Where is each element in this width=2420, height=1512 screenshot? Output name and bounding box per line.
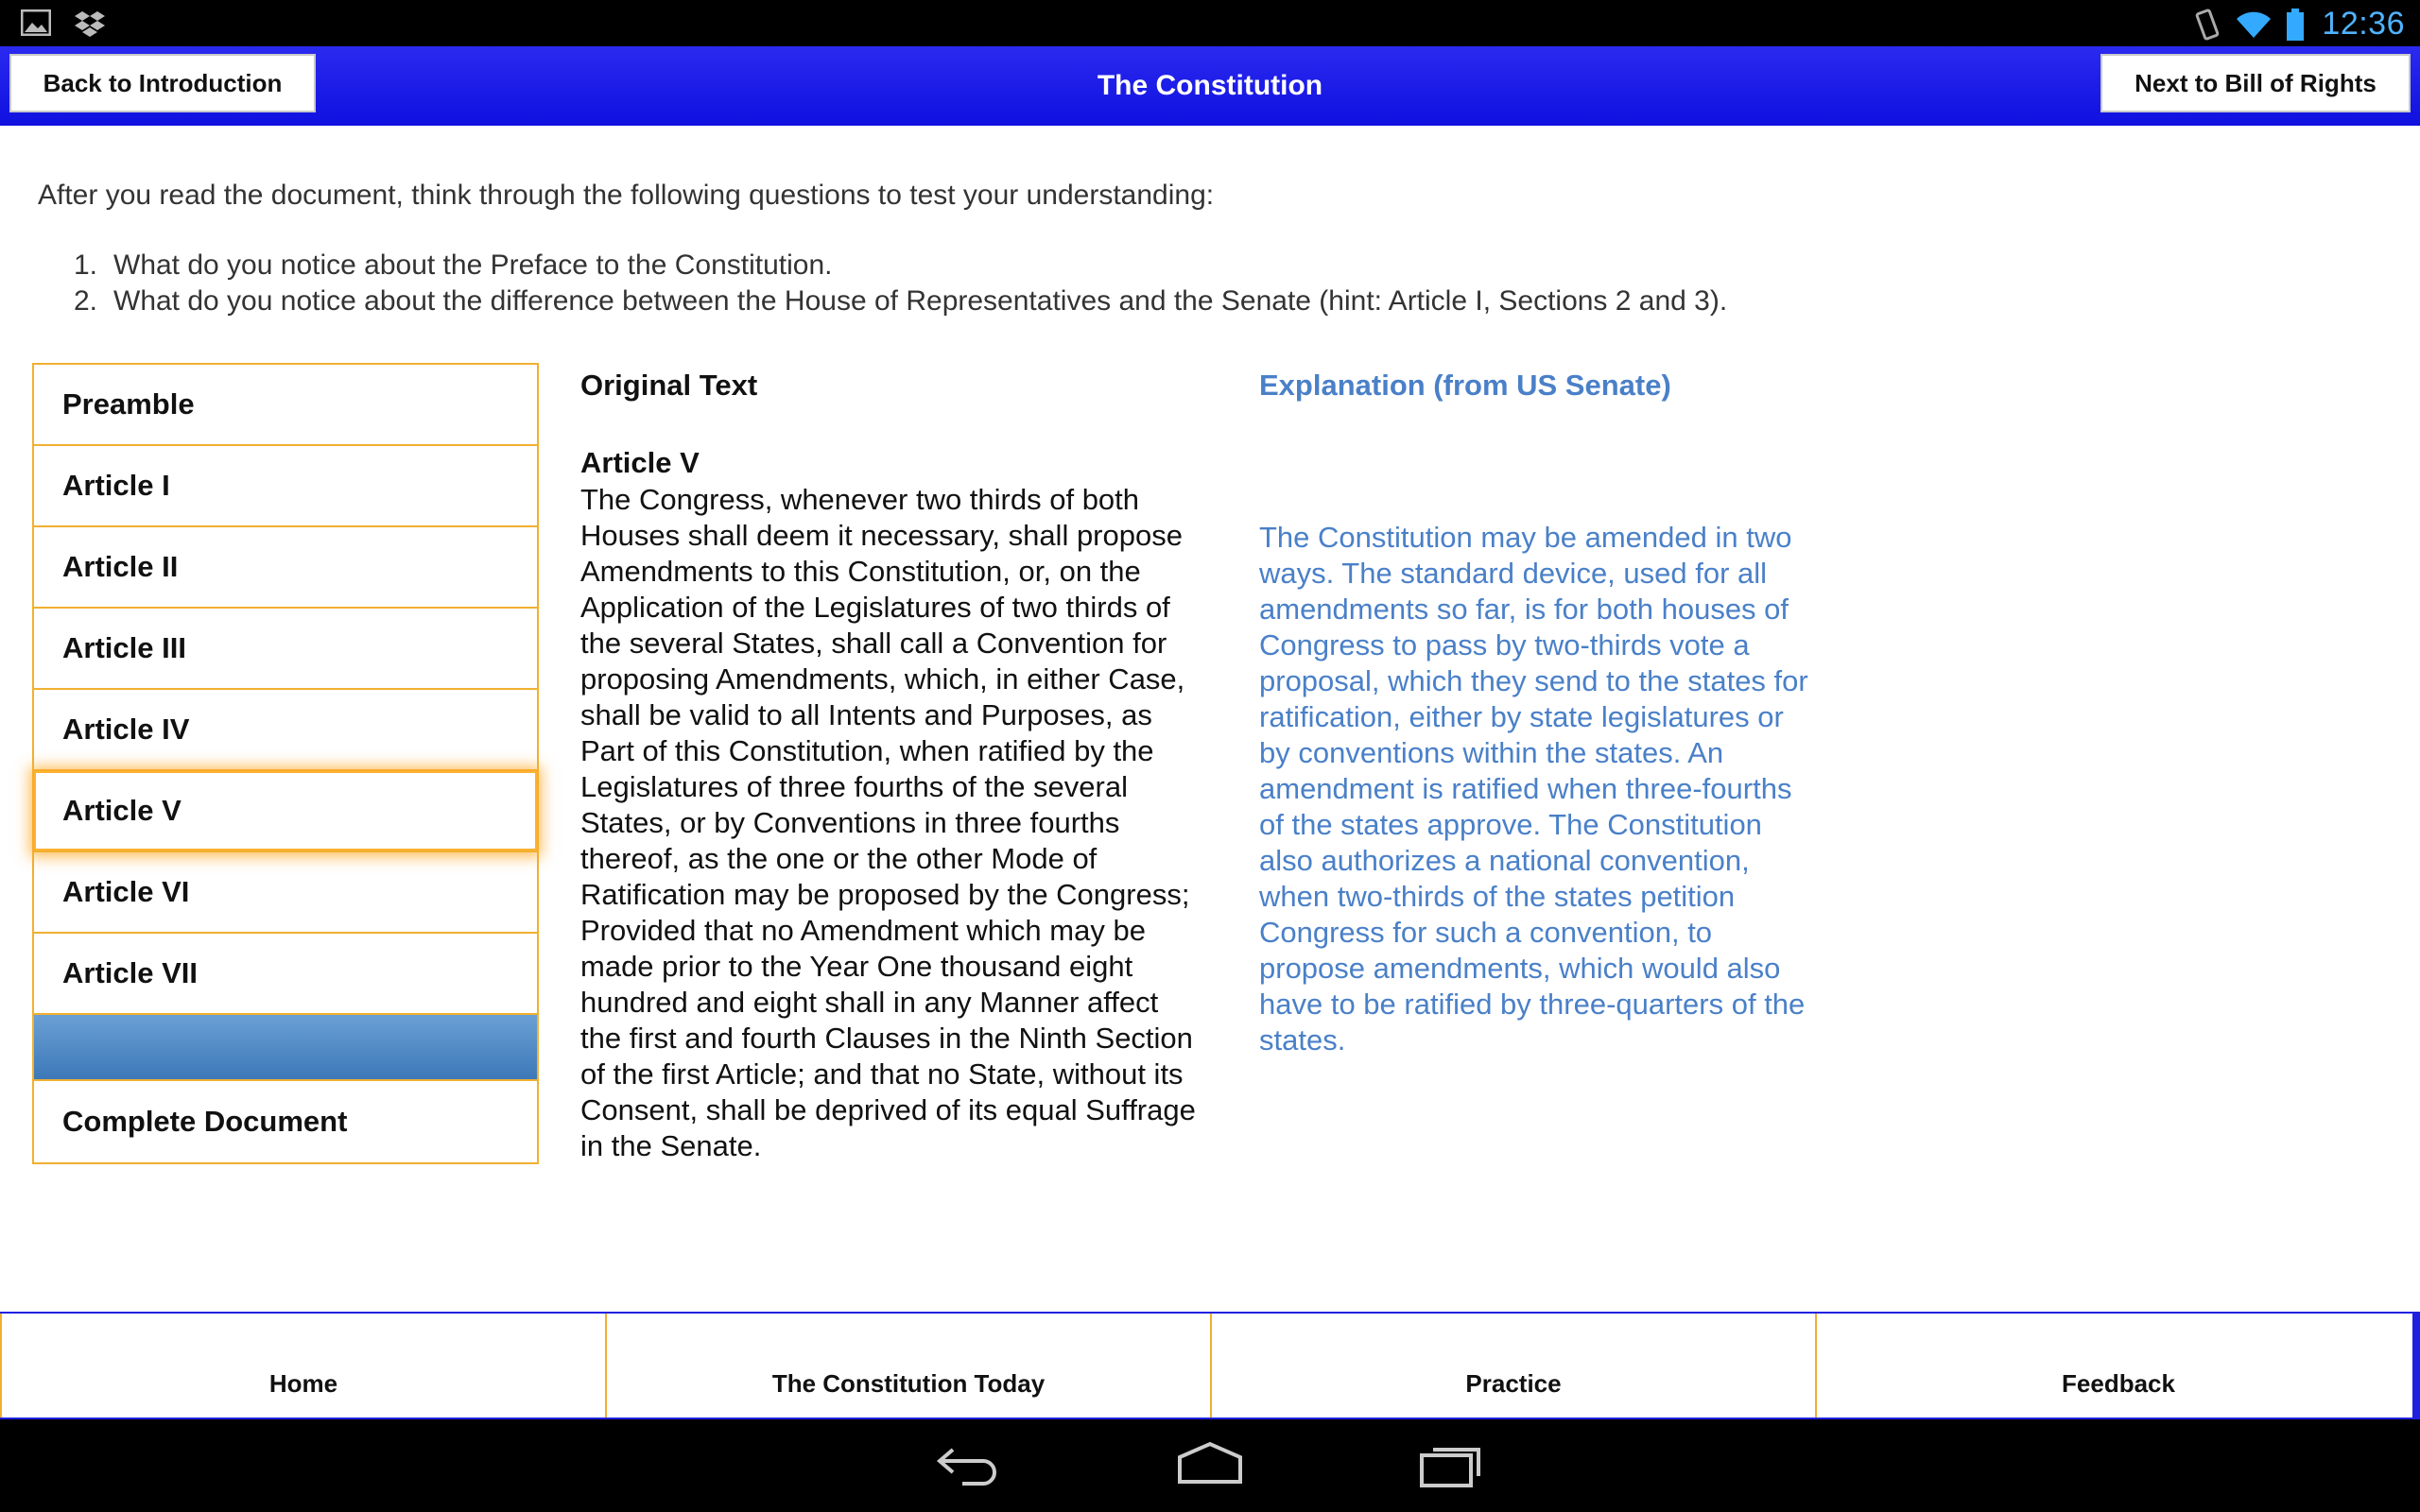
- text-line: have to be ratified by three-quarters of the: [1259, 988, 1806, 1021]
- text-line: proposal, which they send to the states for: [1259, 664, 1808, 697]
- clock: 12:36: [2322, 6, 2405, 42]
- home-nav-icon[interactable]: [1176, 1440, 1244, 1494]
- intro-text: After you read the document, think through the following questions to test your understanding:: [38, 180, 1215, 211]
- original-text-heading: Original Text: [580, 369, 758, 402]
- nav-item-article-6[interactable]: Article VI: [34, 852, 537, 934]
- text-line: thereof, as the one or the other Mode of: [580, 842, 1098, 875]
- question-text: What do you notice about the difference between the House of Representatives and the Senate (hint: Article I, Sections 2 and 3).: [113, 285, 1728, 317]
- explanation-column: [1259, 369, 1845, 1058]
- text-line: The Congress, whenever two thirds of both: [580, 483, 1140, 516]
- tab-practice[interactable]: Practice: [1212, 1314, 1817, 1418]
- text-line: Legislatures of three fourths of the several: [580, 770, 1128, 803]
- nav-item-article-1[interactable]: Article I: [34, 446, 537, 527]
- tab-feedback[interactable]: Feedback: [2062, 1369, 2175, 1398]
- dropbox-icon: [74, 9, 106, 38]
- battery-icon: [2286, 9, 2305, 41]
- question-text: What do you notice about the Preface to the Constitution.: [113, 249, 833, 281]
- gallery-icon: [21, 9, 51, 38]
- app-header: [0, 46, 2420, 126]
- text-line: ratification, either by state legislatures or: [1259, 700, 1784, 733]
- system-nav-bar: [0, 1419, 2420, 1512]
- nav-item-article-7[interactable]: Article VII: [34, 934, 537, 1015]
- tab-home[interactable]: Home: [0, 1314, 607, 1418]
- text-line: Application of the Legislatures of two thirds of: [580, 591, 1170, 624]
- next-to-bill-of-rights-button[interactable]: Next to Bill of Rights: [2100, 54, 2411, 112]
- text-line: by conventions within the states. An: [1259, 736, 1724, 769]
- original-text-body: [580, 482, 1223, 1164]
- text-line: of the first Article; and that no State, without its: [580, 1057, 1184, 1091]
- nav-item-preamble[interactable]: Preamble: [34, 365, 537, 446]
- question-number: 1.: [74, 249, 98, 281]
- text-line: amendments so far, is for both houses of: [1259, 593, 1789, 626]
- text-line: when two-thirds of the states petition: [1259, 880, 1736, 913]
- text-line: proposing Amendments, which, in either Case,: [580, 662, 1185, 696]
- text-line: in the Senate.: [580, 1129, 762, 1162]
- text-line: hundred and eight shall in any Manner affect: [580, 986, 1159, 1019]
- text-line: shall be valid to all Intents and Purposes, as: [580, 698, 1152, 731]
- question-number: 2.: [74, 285, 98, 317]
- text-line: amendment is ratified when three-fourths: [1259, 772, 1792, 805]
- text-line: Congress for such a convention, to: [1259, 916, 1713, 949]
- text-line: the first and fourth Clauses in the Ninth Section: [580, 1022, 1193, 1055]
- recent-apps-nav-icon[interactable]: [1418, 1440, 1486, 1494]
- text-line: states.: [1259, 1023, 1346, 1057]
- question-item: [74, 284, 1727, 319]
- explanation-heading: Explanation (from US Senate): [1259, 369, 1671, 402]
- text-line: Houses shall deem it necessary, shall propose: [580, 519, 1183, 552]
- article-title: Article V: [580, 446, 700, 479]
- text-line: made prior to the Year One thousand eight: [580, 950, 1133, 983]
- text-line: also authorizes a national convention,: [1259, 844, 1750, 877]
- nav-item-article-5[interactable]: Article V: [34, 771, 537, 852]
- question-list: [74, 248, 1727, 319]
- text-line: Consent, shall be deprived of its equal Suffrage: [580, 1093, 1196, 1126]
- status-bar: [0, 0, 2420, 46]
- nav-item-article-4[interactable]: Article IV: [34, 690, 537, 771]
- bottom-tab-bar: [0, 1312, 2420, 1419]
- back-to-introduction-button[interactable]: Back to Introduction: [9, 54, 316, 112]
- page-title: The Constitution: [1097, 70, 1323, 101]
- back-nav-icon[interactable]: [934, 1440, 1002, 1494]
- tab-the-constitution-today[interactable]: The Constitution Today: [607, 1314, 1212, 1418]
- text-line: propose amendments, which would also: [1259, 952, 1781, 985]
- text-line: States, or by Conventions in three fourths: [580, 806, 1120, 839]
- original-text-column: [580, 369, 1223, 1164]
- nav-item-article-3[interactable]: Article III: [34, 609, 537, 690]
- text-line: Ratification may be proposed by the Congress;: [580, 878, 1190, 911]
- nav-item-complete-document[interactable]: Complete Document: [34, 1081, 537, 1162]
- vibrate-icon: [2193, 9, 2221, 41]
- question-item: [74, 248, 1727, 284]
- text-line: the several States, shall call a Convention for: [580, 627, 1167, 660]
- wifi-icon: [2235, 9, 2273, 40]
- text-line: Amendments to this Constitution, or, on the: [580, 555, 1141, 588]
- text-line: Part of this Constitution, when ratified by the: [580, 734, 1154, 767]
- explanation-body: [1259, 520, 1845, 1058]
- text-line: Congress to pass by two-thirds vote a: [1259, 628, 1750, 662]
- nav-item-article-2[interactable]: Article II: [34, 527, 537, 609]
- text-line: The Constitution may be amended in two: [1259, 521, 1792, 554]
- text-line: of the states approve. The Constitution: [1259, 808, 1762, 841]
- article-nav-list: [32, 363, 539, 1164]
- text-line: ways. The standard device, used for all: [1259, 557, 1768, 590]
- text-line: Provided that no Amendment which may be: [580, 914, 1146, 947]
- nav-divider: [34, 1015, 537, 1081]
